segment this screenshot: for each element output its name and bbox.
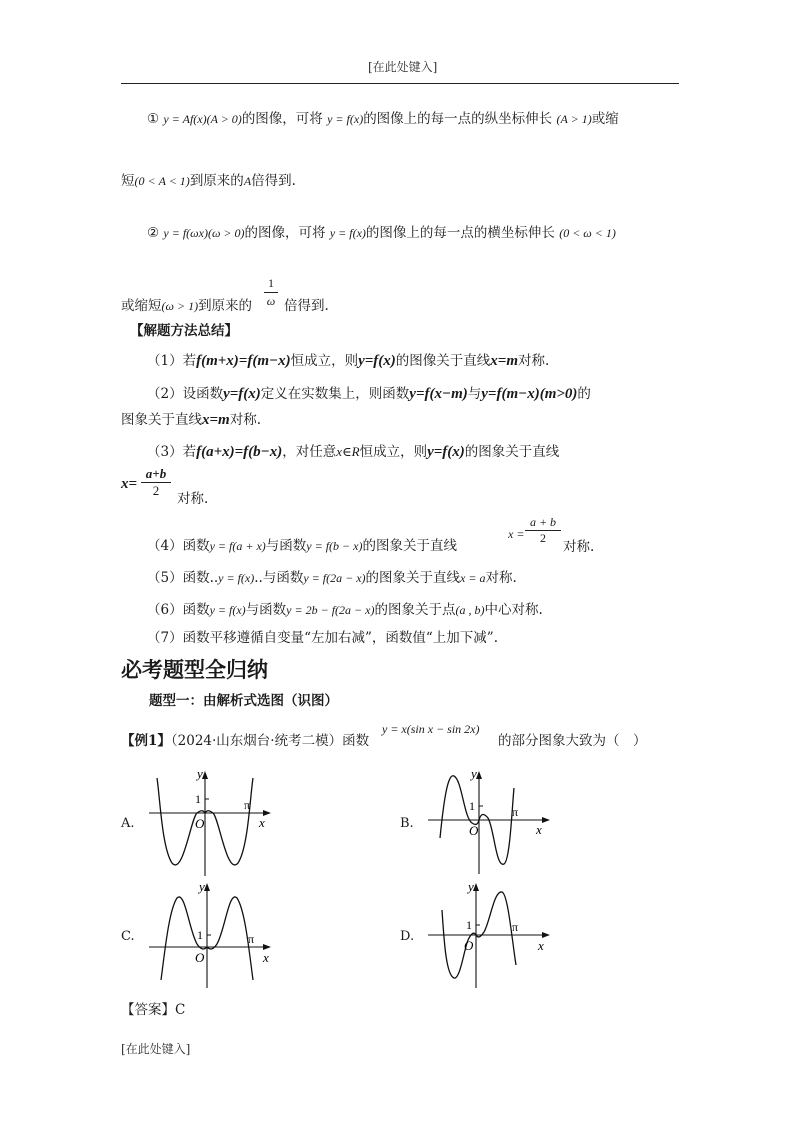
tick-label-one: 1 [197,928,203,942]
text: 到原来的 [189,173,244,189]
text: 对称. [518,353,550,369]
formula: f(a+x)=f(b−x) [196,444,283,460]
example-1-stem [121,732,369,750]
numerator: a + b [529,515,557,529]
summary-item-4-tail: 对称. [563,539,595,555]
text: 的图象关于直线 [362,538,457,554]
text: 与函数 [245,602,287,618]
text: 与 [467,386,482,402]
formula: A [243,174,252,188]
origin-label: O [195,950,205,965]
text: 的图像，可将 [241,111,323,127]
formula: x = a [460,571,486,585]
pi-label: π [512,920,519,934]
text: （4）函数 [147,538,210,554]
option-c-graph[interactable] [145,880,275,990]
text: 的图像上的每一点的横坐标伸长 [365,225,555,241]
answer [121,1001,185,1019]
option-c-label[interactable]: C. [121,929,135,944]
option-d-graph[interactable] [424,880,554,990]
answer-value: C [175,1002,186,1018]
circled-two-marker: ② [147,225,160,241]
text: 对称. [229,412,262,428]
formula: y = Af(x)(A > 0) [163,112,242,126]
text: （5）函数.. [147,570,219,586]
origin-label: O [464,938,474,953]
fraction-a-plus-b-over-2 [141,466,171,499]
formula: y = f(x) [329,226,366,240]
option-b-graph[interactable] [424,768,554,878]
x-axis-arrow [542,817,550,823]
text: ..与函数 [254,570,304,586]
y-axis-label: y [471,768,477,781]
text: 与函数 [265,538,307,554]
formula: x∈R [336,444,360,459]
section-title: 必考题型全归纳 [121,658,268,682]
summary-item-5 [147,569,517,587]
text: 的图象关于直线 [365,570,461,586]
x-axis-label: x [259,815,265,830]
summary-item-4 [147,537,457,555]
paragraph-1-line-2 [121,172,296,190]
text: 恒成立，则 [290,353,359,369]
y-axis-arrow [473,883,479,891]
summary-item-2-line-2 [121,411,261,429]
text: （6）函数 [147,602,210,618]
text: 的图像上的每一点的纵坐标伸长 [363,111,553,127]
formula: y = f(x) [209,603,246,617]
formula: y=f(x) [427,444,465,460]
formula: y = f(b − x) [306,539,363,553]
text: 的图象关于直线 [464,444,560,460]
formula: y=f(x) [358,353,396,369]
question-type-title: 题型一：由解析式选图（识图） [149,693,338,709]
option-b-label[interactable]: B. [400,816,414,831]
y-axis-arrow [204,883,210,891]
summary-item-6 [147,601,543,619]
formula: (a , b) [455,603,485,617]
formula: f(m+x)=f(m−x) [196,353,291,369]
paragraph-2-line-2 [121,297,252,315]
formula: (0 < ω < 1) [559,226,616,240]
text: 中心对称. [484,602,543,618]
denominator: 2 [152,483,160,498]
formula: y = 2b − f(2a − x) [286,603,375,617]
y-axis-label: y [197,768,203,781]
y-axis-arrow [476,771,482,779]
tick-label-one: 1 [195,792,201,806]
formula: y = f(x) [218,571,255,585]
pi-label: π [512,805,519,819]
header-rule [121,83,679,84]
origin-label: O [195,816,205,831]
text: 倍得到. [251,173,296,189]
summary-item-1 [147,352,549,370]
formula: y=f(m−x)(m>0) [481,386,578,402]
answer-label: 【答案】 [121,1002,175,1018]
formula: x=m [202,412,230,428]
text: 对称. [177,491,209,507]
text: 图象关于直线 [121,412,202,428]
x-axis-label: x [538,938,544,953]
text: 的图像关于直线 [395,353,491,369]
example-tail: 的部分图象大致为（ ） [498,733,647,749]
text: 的图像，可将 [244,225,326,241]
numerator: 1 [268,276,274,290]
option-a-graph[interactable] [145,768,275,878]
formula: x = [508,527,525,541]
formula: y = f(ωx)(ω > 0) [163,226,245,240]
paragraph-2-tail: 倍得到. [284,298,329,314]
formula: (A > 1) [556,112,592,126]
text: 恒成立，则 [359,444,428,460]
formula: y=f(x) [223,386,261,402]
fraction-bar [264,292,278,293]
formula: (ω > 1) [161,299,199,313]
page-header: [在此处键入] [368,60,438,74]
x-axis-label: x [263,950,269,965]
text: 或缩短 [121,298,162,314]
fraction-one-over-omega [264,276,278,309]
denominator: 2 [540,531,546,545]
text: 定义在实数集上，则函数 [260,386,410,402]
circled-one-marker: ① [147,111,160,127]
text: 或缩 [591,111,619,127]
text: ，对任意 [282,444,337,460]
denominator: ω [266,294,276,308]
tick-label-one: 1 [466,918,472,932]
text: 短 [121,173,135,189]
fraction-a-plus-b-over-2-small [525,515,561,546]
summary-item-2-line-1 [147,385,591,403]
origin-label: O [469,823,479,838]
formula: x=m [490,353,519,369]
formula: y = f(2a − x) [303,571,366,585]
summary-item-3-line-1 [147,443,559,461]
text: （1）若 [147,353,197,369]
formula: (0 < A < 1) [134,174,190,188]
paragraph-2-line-1 [147,224,616,242]
formula: y = f(x) [327,112,364,126]
text: （3）若 [147,444,197,460]
pi-label: π [248,932,255,946]
option-a-label[interactable]: A. [121,816,135,831]
y-axis-label: y [199,880,205,894]
tick-label-one: 1 [469,799,475,813]
pi-label: π [244,798,251,812]
page-footer: [在此处键入] [121,1042,191,1056]
numerator: a+b [145,466,167,481]
y-axis-arrow [202,771,208,779]
text: 到原来的 [198,298,253,314]
formula: y = f(a + x) [209,539,266,553]
y-axis-label: y [468,880,474,894]
formula: x= [121,476,138,492]
example-formula: y = x(sin x − sin 2x) [382,722,480,736]
text: （2）设函数 [147,386,224,402]
summary-title: 【解题方法总结】 [130,323,238,339]
formula: y=f(x−m) [409,386,468,402]
text: 的图象关于点 [374,602,456,618]
x-axis-label: x [536,822,542,837]
example-source: （2024·山东烟台·统考二模）函数 [170,733,370,749]
text: 的 [577,386,591,402]
summary-item-7: （7）函数平移遵循自变量“左加右减”，函数值“上加下减”. [147,630,498,646]
text: 对称. [485,570,517,586]
paragraph-1-line-1 [147,110,619,128]
example-label: 【例1】 [121,733,171,749]
option-d-label[interactable]: D. [400,929,415,944]
